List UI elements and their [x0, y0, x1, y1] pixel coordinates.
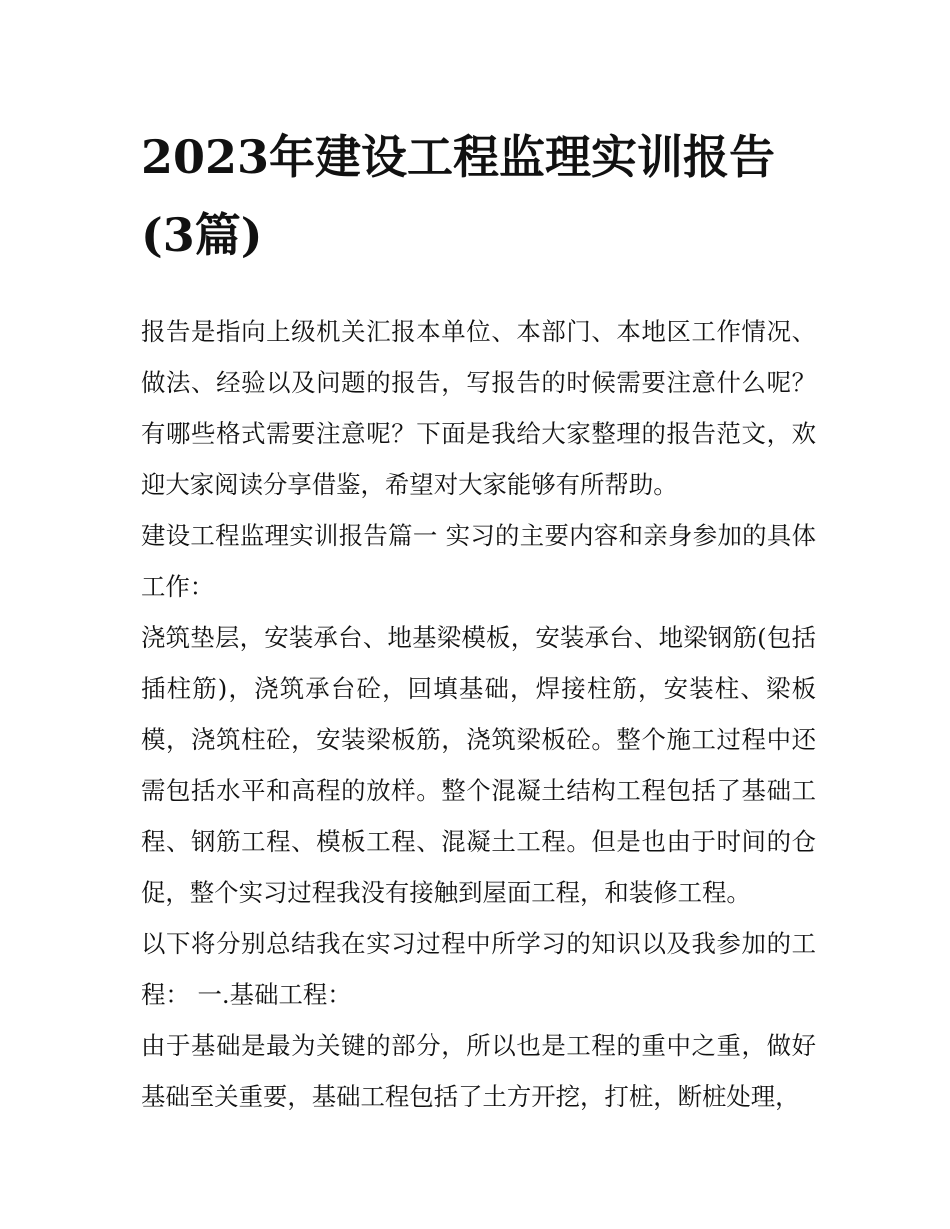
paragraph-foundation: 由于基础是最为关键的部分，所以也是工程的重中之重，做好基础至关重要，基础工程包括了土方开挖，打桩，断桩处理，	[141, 1031, 816, 1111]
paragraph-intro: 报告是指向上级机关汇报本单位、本部门、本地区工作情况、做法、经验以及问题的报告，写报告的时候需要注意什么呢？有哪些格式需要注意呢？下面是我给大家整理的报告范文，欢迎大家阅读分享借鉴，希望对大家能够有所帮助。	[141, 317, 816, 499]
paragraph-work-list: 浇筑垫层，安装承台、地基梁模板，安装承台、地梁钢筋(包括插柱筋)，浇筑承台砼，回填基础，焊接柱筋，安装柱、梁板模，浇筑柱砼，安装梁板筋，浇筑梁板砼。整个施工过程中还需包括水平和高程的放样。整个混凝土结构工程包括了基础工程、钢筋工程、模板工程、混凝土工程。但是也由于时间的仓促，整个实习过程我没有接触到屋面工程，和装修工程。	[141, 623, 816, 907]
document-title: 2023年建设工程监理实训报告(3篇)	[141, 130, 776, 262]
paragraph-summary-intro: 以下将分别总结我在实习过程中所学习的知识以及我参加的工程： 一.基础工程：	[141, 929, 816, 1009]
document-body	[141, 306, 816, 1122]
document-page	[141, 0, 816, 1122]
paragraph-section-heading: 建设工程监理实训报告篇一 实习的主要内容和亲身参加的具体工作：	[141, 521, 816, 601]
